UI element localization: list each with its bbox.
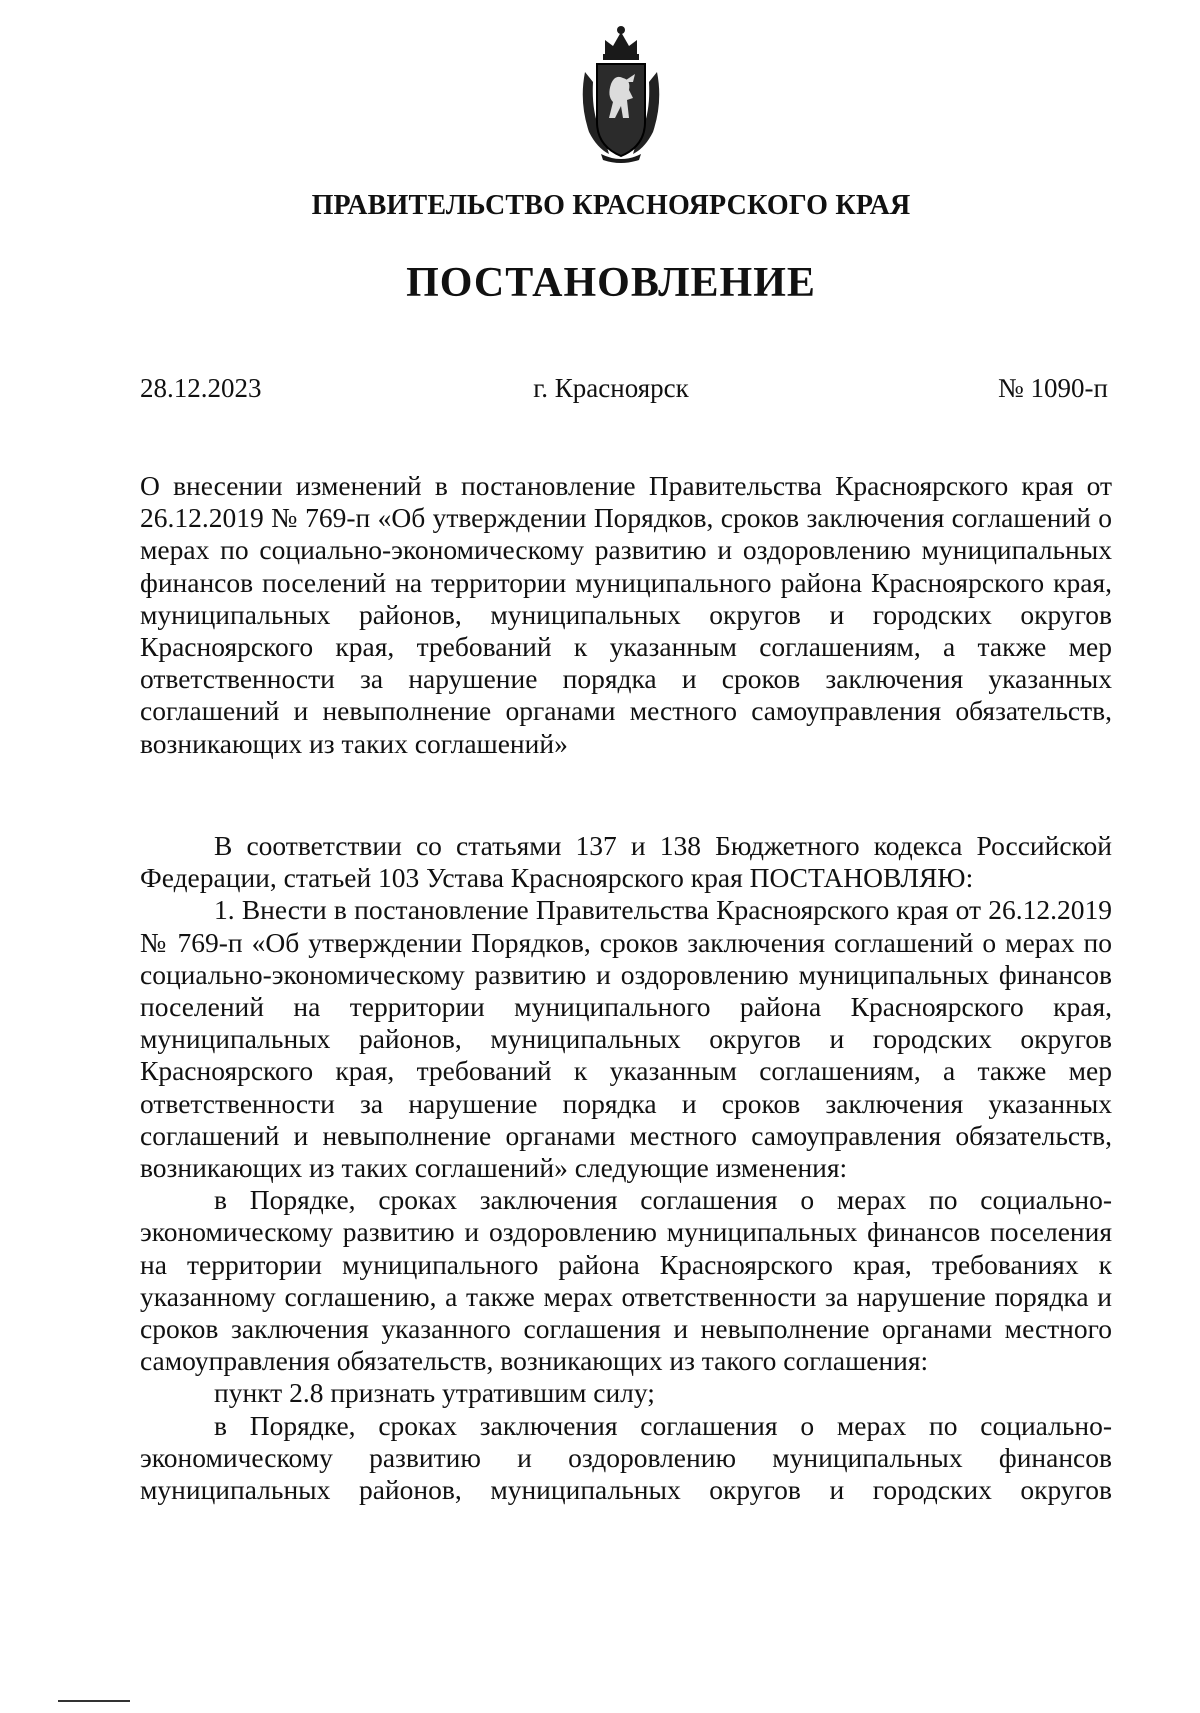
amendment-paragraph-b: пункт 2.8 признать утратившим силу; [214,1377,655,1409]
preamble-paragraph: В соответствии со статьями 137 и 138 Бюджетного кодекса Российской Федерации, статьей 103 Устава Красноярского края ПОСТАНОВЛЯЮ: [140,830,1112,894]
document-city: г. Красноярск [533,373,689,403]
amendment-paragraph-c: в Порядке, сроках заключения соглашения о мерах по социально-экономическому развитию и оздоровлению муниципальных финансов муниципальных районов, муниципальных округов и городских округов [140,1409,1112,1506]
document-number: № 1090-п [998,373,1108,403]
document-body [140,830,1112,1506]
item-1-paragraph: 1. Внести в постановление Правительства Красноярского края от 26.12.2019 № 769-п «Об утверждении Порядков, сроков заключения соглашений о мерах по социально-экономическому развитию и оздоровлению муниципальных финансов поселений на территории муниципального района Красноярского края, муниципальных районов, муниципальных округов и городских округов Красноярского края, требований к указанным соглашениям, а также мер ответственности за нарушение порядка и сроков заключения указанных соглашений и невыполнение органами местного самоуправления обязательств, возникающих из таких соглашений» следующие изменения: [140,894,1112,1184]
document-title: О внесении изменений в постановление Правительства Красноярского края от 26.12.2019 № 769-п «Об утверждении Порядков, сроков заключения соглашений о мерах по социально-экономическому развитию и оздоровлению муниципальных финансов поселений на территории муниципального района Красноярского края, муниципальных районов, муниципальных округов и городских округов Красноярского края, требований к указанным соглашениям, а также мер ответственности за нарушение порядка и сроков заключения указанных соглашений и невыполнение органами местного самоуправления обязательств, возникающих из таких соглашений» [140,470,1112,759]
coat-of-arms-emblem [575,22,667,164]
amendment-paragraph-a: в Порядке, сроках заключения соглашения о мерах по социально-экономическому развитию и оздоровлению муниципальных финансов поселения на территории муниципального района Красноярского края, требованиях к указанному соглашению, а также мерах ответственности за нарушение порядка и сроков заключения указанного соглашения и невыполнение органами местного самоуправления обязательств, возникающих из такого соглашения: [140,1184,1112,1377]
organization-name: ПРАВИТЕЛЬСТВО КРАСНОЯРСКОГО КРАЯ [311,190,911,221]
document-type-heading: ПОСТАНОВЛЕНИЕ [406,260,816,306]
footer-rule [58,1700,130,1702]
document-date: 28.12.2023 [140,373,262,403]
